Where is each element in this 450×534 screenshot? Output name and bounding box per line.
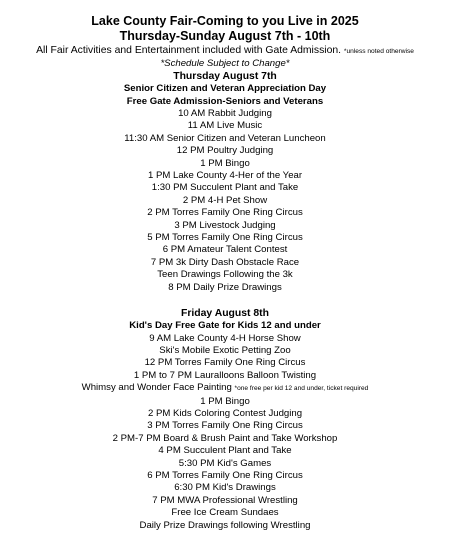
list-item-face-painting	[0, 382, 450, 395]
list-item: Ski's Mobile Exotic Petting Zoo	[159, 345, 291, 356]
admission-note	[0, 44, 450, 58]
list-item: 2 PM Torres Family One Ring Circus	[147, 207, 303, 219]
thursday-heading: Thursday August 7th	[173, 71, 277, 82]
admission-note-text: All Fair Activities and Entertainment included with Gate Admission.	[36, 45, 342, 56]
list-item: 6 PM Torres Family One Ring Circus	[147, 470, 303, 482]
list-item: 12 PM Torres Family One Ring Circus	[144, 357, 306, 369]
list-item: 1 PM Bingo	[200, 395, 250, 407]
list-item: 6:30 PM Kid's Drawings	[174, 482, 276, 494]
face-painting-label: Whimsy and Wonder Face Painting	[81, 382, 232, 394]
list-item: 3 PM Torres Family One Ring Circus	[147, 420, 303, 432]
list-item: 1 PM to 7 PM Lauralloons Balloon Twisting	[133, 369, 317, 381]
list-item: 2 PM-7 PM Board & Brush Paint and Take Workshop	[112, 432, 338, 444]
list-item: 5 PM Torres Family One Ring Circus	[147, 232, 303, 244]
admission-footnote: *unless noted otherwise	[343, 48, 414, 55]
list-item: Teen Drawings Following the 3k	[157, 269, 293, 281]
list-item: 10 AM Rabbit Judging	[178, 108, 272, 119]
list-item: 7 PM MWA Professional Wrestling	[152, 494, 298, 506]
face-painting-note: *one free per kid 12 and under, ticket required	[234, 385, 369, 393]
list-item: Free Ice Cream Sundaes	[171, 507, 279, 519]
thursday-list	[0, 108, 450, 294]
list-item: 8 PM Daily Prize Drawings	[168, 281, 282, 293]
list-item: 7 PM 3k Dirty Dash Obstacle Race	[150, 256, 300, 268]
list-item: 11 AM Live Music	[187, 120, 263, 132]
friday-subtitle: Kid's Day Free Gate for Kids 12 and under	[129, 320, 321, 332]
list-item: 1 PM Lake County 4-Her of the Year	[147, 170, 303, 182]
list-item: 9 AM Lake County 4-H Horse Show	[149, 332, 301, 344]
thursday-subtitle-1: Senior Citizen and Veteran Appreciation Day	[123, 83, 327, 94]
list-item: 4 PM Succulent Plant and Take	[158, 445, 292, 457]
thursday-subtitle-2: Free Gate Admission-Seniors and Veterans	[126, 95, 324, 107]
list-item: 2 PM 4-H Pet Show	[182, 194, 268, 206]
list-item: 11:30 AM Senior Citizen and Veteran Luncheon	[124, 132, 326, 144]
list-item: 1:30 PM Succulent Plant and Take	[151, 182, 299, 194]
friday-list	[0, 333, 450, 533]
friday-heading: Friday August 8th	[181, 308, 269, 320]
page-title: Lake County Fair-Coming to you Live in 2025	[91, 14, 359, 28]
section-spacer	[0, 294, 450, 306]
schedule-note: *Schedule Subject to Change*	[160, 58, 290, 69]
list-item: 2 PM Kids Coloring Contest Judging	[147, 408, 303, 420]
list-item: 6 PM Amateur Talent Contest	[162, 244, 288, 256]
fair-dates: Thursday-Sunday August 7th - 10th	[119, 29, 331, 43]
list-item: 5:30 PM Kid's Games	[178, 457, 272, 469]
list-item: Daily Prize Drawings following Wrestling	[139, 519, 311, 531]
list-item: 12 PM Poultry Judging	[176, 145, 274, 157]
list-item: 1 PM Bingo	[200, 157, 250, 169]
list-item: 3 PM Livestock Judging	[174, 219, 276, 231]
